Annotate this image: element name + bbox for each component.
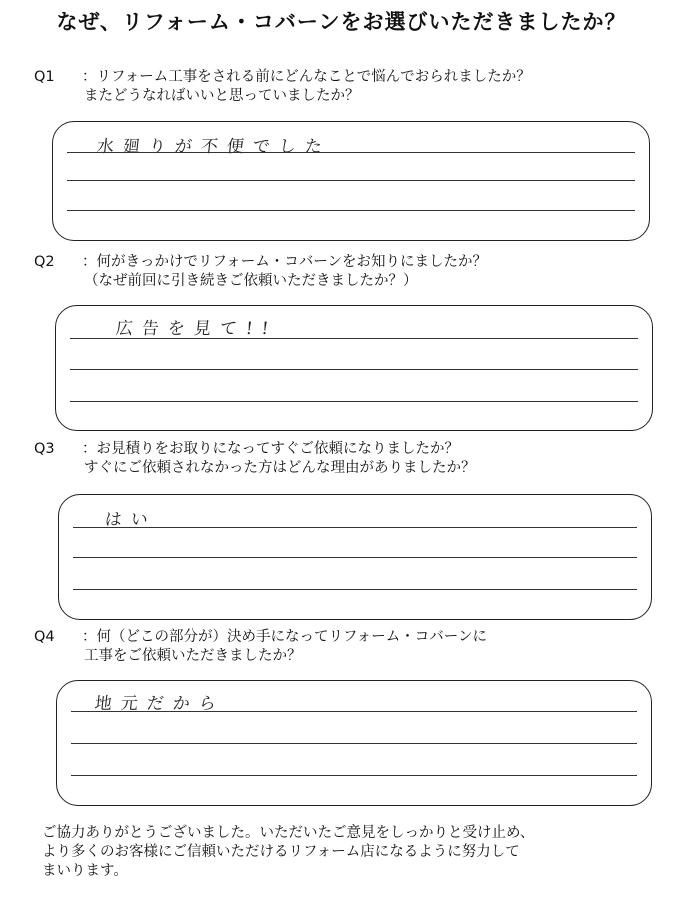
answer-rule: [73, 589, 637, 590]
answer-box-2: [55, 305, 653, 431]
answer-rule: [70, 369, 638, 370]
answer-rule: [67, 210, 635, 211]
answer-rule: [73, 527, 637, 528]
question-label: Q2: [34, 254, 55, 270]
question-label: Q1: [34, 69, 55, 85]
closing-message: [42, 824, 662, 881]
question-2: [34, 253, 487, 291]
question-3: [34, 440, 476, 478]
closing-line: より多くのお客様にご信頼いただけるリフォーム店になるように努力して: [42, 844, 520, 860]
answer-rule: [67, 152, 635, 153]
question-text-line2: 工事をご依頼いただきましたか？: [84, 648, 302, 664]
handwritten-answer: はい: [103, 510, 158, 530]
page-title: なぜ、リフォーム・コバーンをお選びいただきましたか？: [56, 10, 627, 34]
answer-box-4: [56, 680, 652, 806]
question-text: ：何がきっかけでリフォーム・コバーンをお知りにましたか？: [82, 254, 487, 270]
question-text: ：何（どこの部分が）決め手になってリフォーム・コバーンに: [82, 629, 487, 645]
handwritten-answer: 水廻りが不便でした: [95, 137, 332, 157]
question-text-line2: （なぜ前回に引き続きご依頼いただきましたか？）: [84, 273, 418, 289]
question-text-line2: すぐにご依頼されなかった方はどんな理由がありましたか？: [84, 460, 476, 476]
answer-rule: [67, 180, 635, 181]
closing-line: ご協力ありがとうございました。いただいたご意見をしっかりと受け止め、: [42, 825, 535, 841]
question-4: [34, 628, 487, 666]
question-text: ：リフォーム工事をされる前にどんなことで悩んでおられましたか？: [82, 69, 531, 85]
question-label: Q3: [34, 441, 55, 457]
answer-rule: [71, 775, 637, 776]
answer-rule: [71, 743, 637, 744]
closing-line: まいります。: [42, 863, 128, 879]
answer-box-3: [58, 494, 652, 620]
question-text-line2: またどうなればいいと思っていましたか？: [84, 88, 360, 104]
question-label: Q4: [34, 629, 55, 645]
answer-rule: [73, 557, 637, 558]
question-1: [34, 68, 531, 106]
answer-rule: [71, 711, 637, 712]
question-text: ：お見積りをお取りになってすぐご依頼になりましたか？: [82, 441, 459, 457]
answer-box-1: [52, 121, 650, 241]
answer-rule: [70, 401, 638, 402]
handwritten-answer: 地元だから: [93, 694, 226, 714]
handwritten-answer: 広告を見て!!: [114, 319, 279, 339]
answer-rule: [70, 338, 638, 339]
